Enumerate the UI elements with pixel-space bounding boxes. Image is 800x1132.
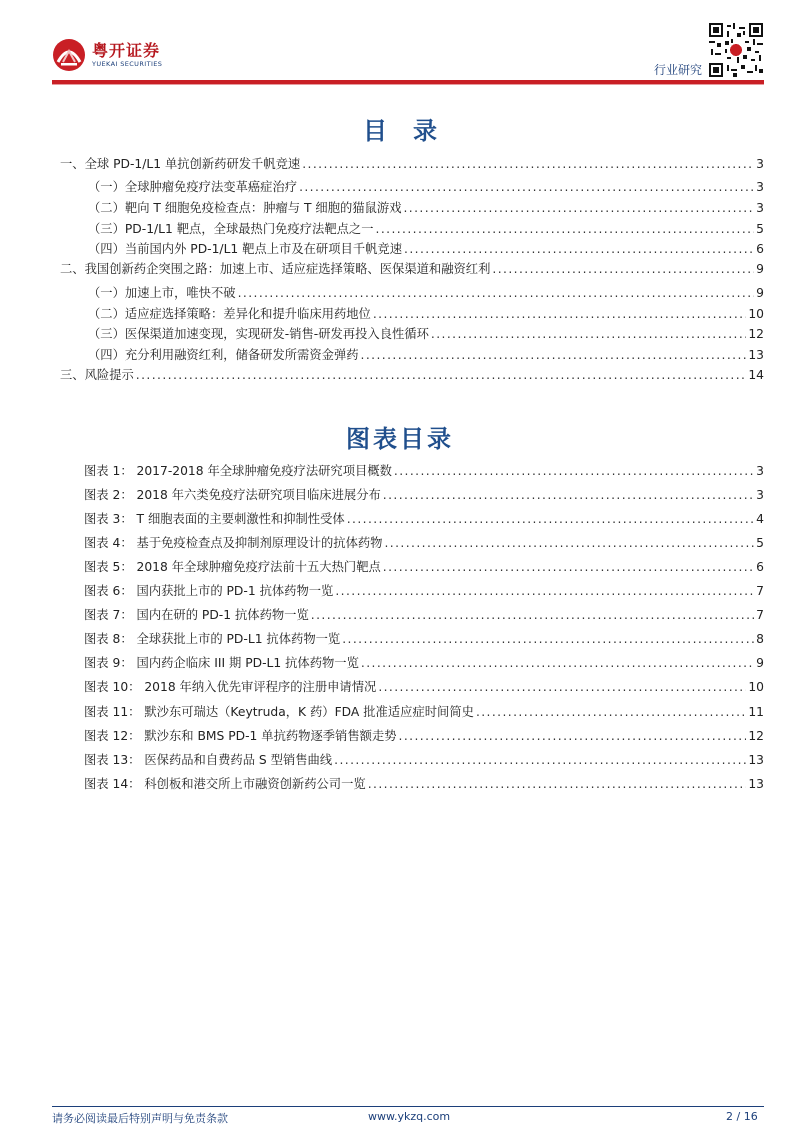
figure-entry-label: 图表 14： 科创板和港交所上市融资创新药公司一览	[84, 777, 366, 791]
figure-entry-page: 3	[756, 464, 764, 478]
dot-leader	[347, 509, 754, 529]
figure-entry-page: 13	[748, 777, 764, 791]
dot-leader	[383, 557, 754, 577]
figure-entry[interactable]	[84, 726, 764, 746]
toc-entry[interactable]	[60, 154, 764, 174]
dot-leader	[302, 154, 754, 174]
dot-leader	[404, 198, 755, 218]
dot-leader	[431, 324, 746, 344]
dot-leader	[311, 605, 754, 625]
dot-leader	[136, 365, 747, 385]
figure-entry-label: 图表 2： 2018 年六类免疫疗法研究项目临床进展分布	[84, 488, 381, 502]
figure-entry-page: 11	[748, 705, 764, 719]
toc-entry-page: 9	[756, 262, 764, 276]
figure-entry-label: 图表 13： 医保药品和自费药品 S 型销售曲线	[84, 753, 333, 767]
dot-leader	[335, 581, 754, 601]
toc-entry-page: 3	[756, 180, 764, 194]
toc-entry-label: （一）加速上市，唯快不破	[88, 286, 236, 300]
dot-leader	[238, 283, 754, 303]
figure-entry[interactable]	[84, 509, 764, 529]
figure-entry-page: 7	[756, 584, 764, 598]
figure-entry-label: 图表 8： 全球获批上市的 PD-L1 抗体药物一览	[84, 632, 341, 646]
toc-entry[interactable]	[60, 365, 764, 385]
figure-entry[interactable]	[84, 581, 764, 601]
figure-entry-page: 7	[756, 608, 764, 622]
toc-entry[interactable]	[88, 239, 764, 259]
qr-code-icon	[709, 23, 763, 77]
toc-heading	[0, 111, 800, 146]
figure-entry-label: 图表 11： 默沙东可瑞达（Keytruda，K 药）FDA 批准适应症时间简史	[84, 705, 474, 719]
toc-entry[interactable]	[88, 345, 764, 365]
dot-leader	[384, 533, 754, 553]
toc-entry[interactable]	[88, 198, 764, 218]
dot-leader	[368, 774, 747, 794]
figure-entry-page: 8	[756, 632, 764, 646]
toc-entry-page: 13	[748, 348, 764, 362]
header-divider-shadow	[52, 84, 764, 85]
figure-entry-page: 13	[748, 753, 764, 767]
figure-entry-label: 图表 9： 国内药企临床 III 期 PD-L1 抗体药物一览	[84, 656, 359, 670]
figure-entry-page: 9	[756, 656, 764, 670]
figure-entry[interactable]	[84, 461, 764, 481]
figure-entry[interactable]	[84, 629, 764, 649]
dot-leader	[334, 750, 746, 770]
toc-entry-page: 5	[756, 222, 764, 236]
toc-entry-page: 3	[756, 201, 764, 215]
figure-entry-page: 5	[756, 536, 764, 550]
figure-entry-page: 3	[756, 488, 764, 502]
dot-leader	[404, 239, 754, 259]
dot-leader	[376, 219, 754, 239]
dot-leader	[361, 345, 747, 365]
figure-entry-label: 图表 10： 2018 年纳入优先审评程序的注册申请情况	[84, 680, 377, 694]
dot-leader	[492, 259, 754, 279]
logo-english-name: YUEKAI SECURITIES	[92, 59, 163, 68]
figure-entry[interactable]	[84, 533, 764, 553]
footer-website-link[interactable]: www.ykzq.com	[368, 1110, 451, 1123]
figure-entry-page: 10	[748, 680, 764, 694]
figure-entry-label: 图表 4： 基于免疫检查点及抑制剂原理设计的抗体药物	[84, 536, 383, 550]
figure-entry-label: 图表 1： 2017-2018 年全球肿瘤免疫疗法研究项目概数	[84, 464, 392, 478]
dot-leader	[383, 485, 754, 505]
toc-entry-label: （四）当前国内外 PD-1/L1 靶点上市及在研项目千帆竞速	[88, 242, 403, 256]
toc-entry-label: （三）PD-1/L1 靶点，全球最热门免疫疗法靶点之一	[88, 222, 374, 236]
dot-leader	[476, 702, 746, 722]
figure-entry-label: 图表 12： 默沙东和 BMS PD-1 单抗药物逐季销售额走势	[84, 729, 397, 743]
toc-entry-page: 10	[748, 307, 764, 321]
toc-entry-page: 9	[756, 286, 764, 300]
figure-entry-label: 图表 7： 国内在研的 PD-1 抗体药物一览	[84, 608, 309, 622]
toc-entry-label: （一）全球肿瘤免疫疗法变革癌症治疗	[88, 180, 298, 194]
footer-divider	[52, 1106, 764, 1107]
figure-entry[interactable]	[84, 485, 764, 505]
toc-entry[interactable]	[88, 219, 764, 239]
toc-entry-page: 6	[756, 242, 764, 256]
figure-entry[interactable]	[84, 557, 764, 577]
dot-leader	[373, 304, 747, 324]
figure-entry[interactable]	[84, 702, 764, 722]
toc-entry[interactable]	[88, 283, 764, 303]
figure-entry[interactable]	[84, 677, 764, 697]
dot-leader	[299, 177, 754, 197]
figure-entry[interactable]	[84, 774, 764, 794]
figure-entry[interactable]	[84, 750, 764, 770]
toc-entry[interactable]	[60, 259, 764, 279]
toc-entry[interactable]	[88, 304, 764, 324]
toc-entry-label: （二）适应症选择策略：差异化和提升临床用药地位	[88, 307, 371, 321]
logo-chinese-name: 粤开证券	[92, 40, 161, 60]
dot-leader	[342, 629, 754, 649]
footer-disclaimer: 请务必阅读最后特别声明与免责条款	[52, 1112, 228, 1125]
dot-leader	[378, 677, 746, 697]
toc-entry[interactable]	[88, 324, 764, 344]
figure-entry-page: 12	[748, 729, 764, 743]
footer-page-number: 2 / 16	[726, 1110, 758, 1123]
toc-entry-page: 14	[748, 368, 764, 382]
toc-entry-page: 3	[756, 157, 764, 171]
toc-entry-label: （四）充分利用融资红利，储备研发所需资金弹药	[88, 348, 359, 362]
dot-leader	[394, 461, 754, 481]
figure-entry-page: 4	[756, 512, 764, 526]
report-category: 行业研究	[654, 63, 703, 77]
figure-entry-label: 图表 6： 国内获批上市的 PD-1 抗体药物一览	[84, 584, 334, 598]
toc-heading-char-1: 目	[363, 117, 413, 145]
figure-entry-page: 6	[756, 560, 764, 574]
figure-entry-label: 图表 3： T 细胞表面的主要刺激性和抑制性受体	[84, 512, 345, 526]
toc-entry-label: 一、全球 PD-1/L1 单抗创新药研发千帆竞速	[60, 157, 301, 171]
yuekai-logo-icon	[52, 38, 86, 72]
toc-entry[interactable]	[88, 177, 764, 197]
figure-entry[interactable]	[84, 653, 764, 673]
figure-entry[interactable]	[84, 605, 764, 625]
toc-entry-label: （三）医保渠道加速变现，实现研发-销售-研发再投入良性循环	[88, 327, 429, 341]
toc-entry-label: 二、我国创新药企突围之路：加速上市、适应症选择策略、医保渠道和融资红利	[60, 262, 491, 276]
toc-entry-label: （二）靶向 T 细胞免疫检查点：肿瘤与 T 细胞的猫鼠游戏	[88, 201, 402, 215]
toc-entry-label: 三、风险提示	[60, 368, 134, 382]
toc-entry-page: 12	[748, 327, 764, 341]
toc-heading-char-2: 录	[413, 117, 437, 145]
company-logo	[52, 38, 162, 72]
dot-leader	[399, 726, 747, 746]
dot-leader	[361, 653, 754, 673]
figures-heading: 图表目录	[346, 425, 454, 453]
figure-entry-label: 图表 5： 2018 年全球肿瘤免疫疗法前十五大热门靶点	[84, 560, 381, 574]
